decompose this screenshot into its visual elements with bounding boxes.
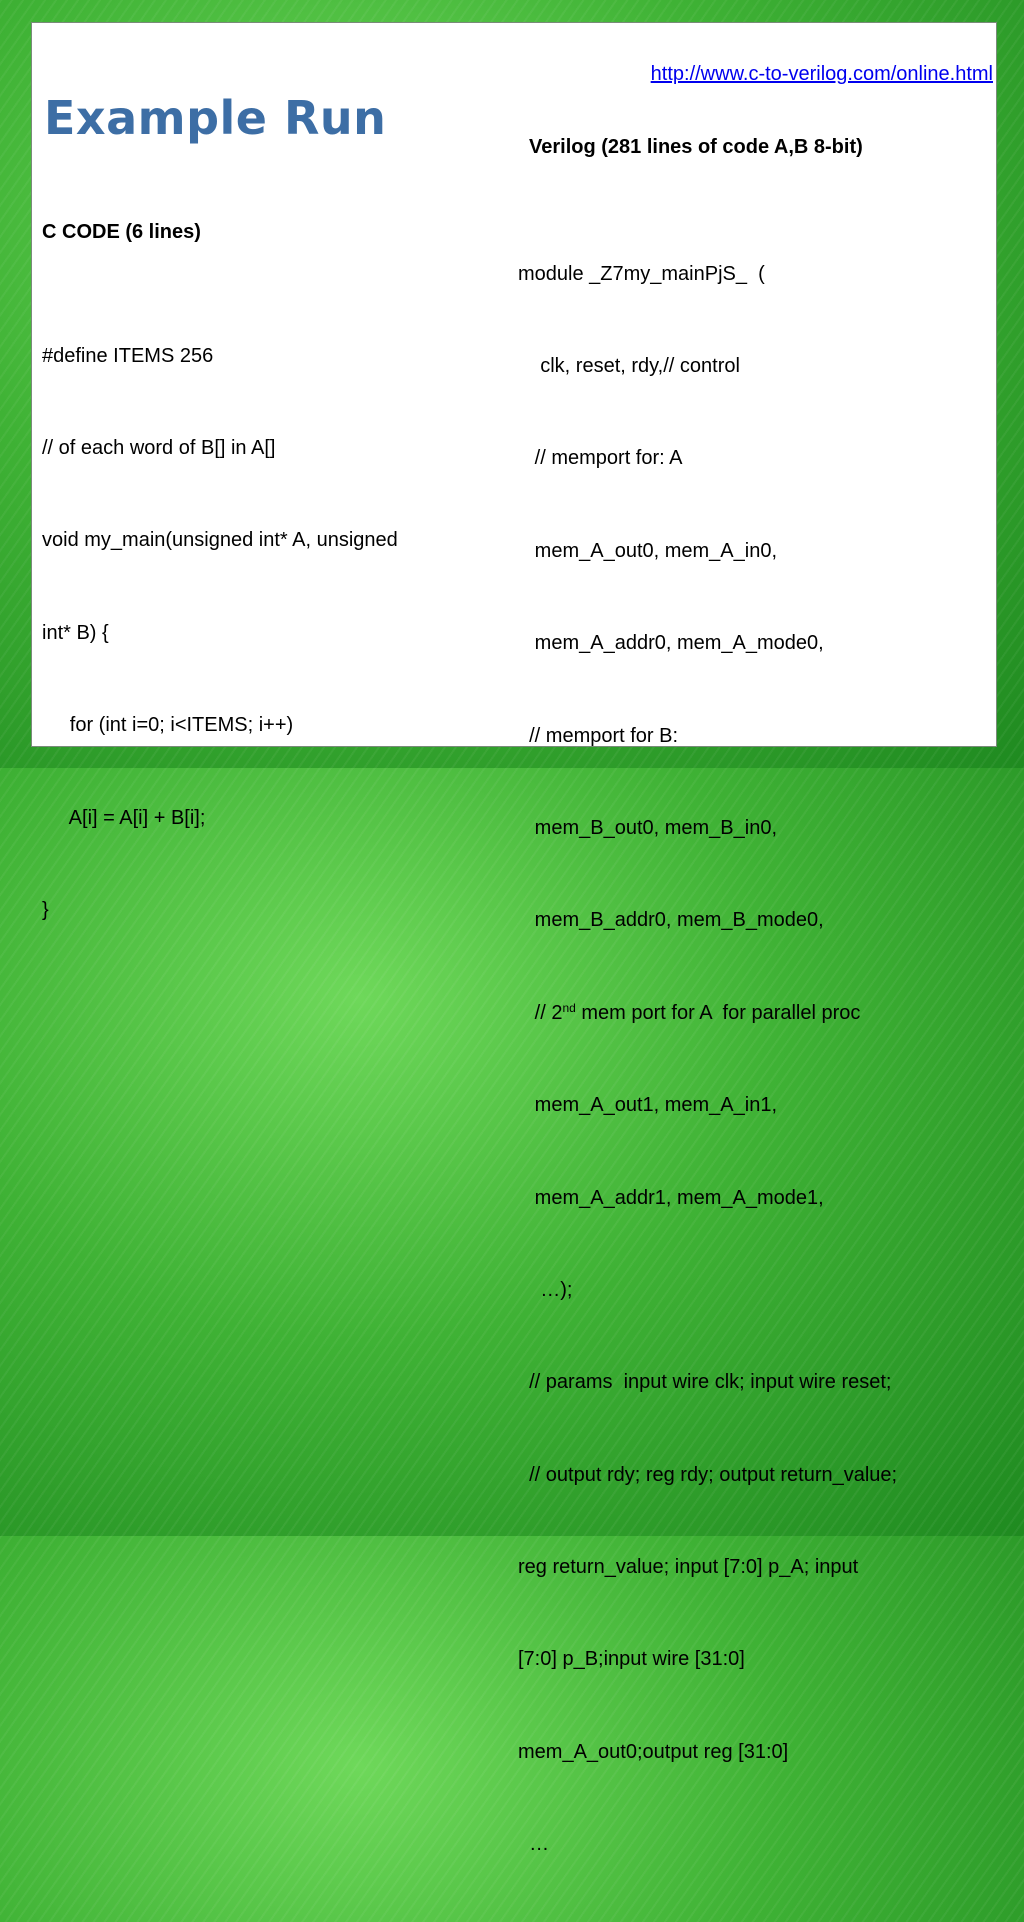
code-line: int* B) { [42, 621, 109, 644]
code-line: // of each word of B[] in A[] [42, 436, 276, 459]
code-line: reg return_value; input [7:0] p_A; input [518, 1556, 859, 1579]
code-line: // params input wire clk; input wire reset; [518, 1371, 892, 1394]
code-line: mem_A_out1, mem_A_in1, [518, 1094, 778, 1117]
c-code-block [42, 279, 398, 987]
code-text: mem port for A for parallel proc [575, 1001, 861, 1024]
code-line: // memport for: A [518, 447, 683, 470]
code-line: mem_A_addr0, mem_A_mode0, [518, 632, 824, 655]
c-code-heading: C CODE (6 lines) [42, 221, 201, 243]
code-line: // output rdy; reg rdy; output return_value; [518, 1463, 898, 1486]
code-line: mem_A_addr1, mem_A_mode1, [518, 1186, 824, 1209]
code-line: } [42, 898, 49, 921]
verilog-heading: Verilog (281 lines of code A,B 8-bit) [529, 136, 863, 158]
source-link[interactable]: http://www.c-to-verilog.com/online.html [650, 63, 993, 85]
code-line: mem_B_addr0, mem_B_mode0, [518, 909, 824, 932]
superscript: nd [562, 1000, 576, 1015]
code-line [518, 998, 897, 1029]
slide [31, 22, 997, 1856]
code-line: mem_A_out0, mem_A_in0, [518, 539, 778, 562]
code-line: A[i] = A[i] + B[i]; [42, 806, 206, 829]
code-line: for (int i=0; i<ITEMS; i++) [42, 714, 294, 737]
code-line: clk, reset, rdy,// control [518, 354, 740, 377]
verilog-code-block [518, 197, 897, 1922]
code-line: module _Z7my_mainPjS_ ( [518, 262, 765, 285]
slide-title: Example Run [44, 91, 387, 145]
code-line: #define ITEMS 256 [42, 344, 214, 367]
code-line: mem_A_out0;output reg [31:0] [518, 1740, 789, 1763]
code-line: // memport for B: [518, 724, 679, 747]
code-line: [7:0] p_B;input wire [31:0] [518, 1648, 745, 1671]
code-line: … [518, 1833, 550, 1856]
code-line: void my_main(unsigned int* A, unsigned [42, 529, 398, 552]
code-text: // 2 [518, 1001, 563, 1024]
code-line: mem_B_out0, mem_B_in0, [518, 816, 778, 839]
code-line: …); [518, 1278, 573, 1301]
